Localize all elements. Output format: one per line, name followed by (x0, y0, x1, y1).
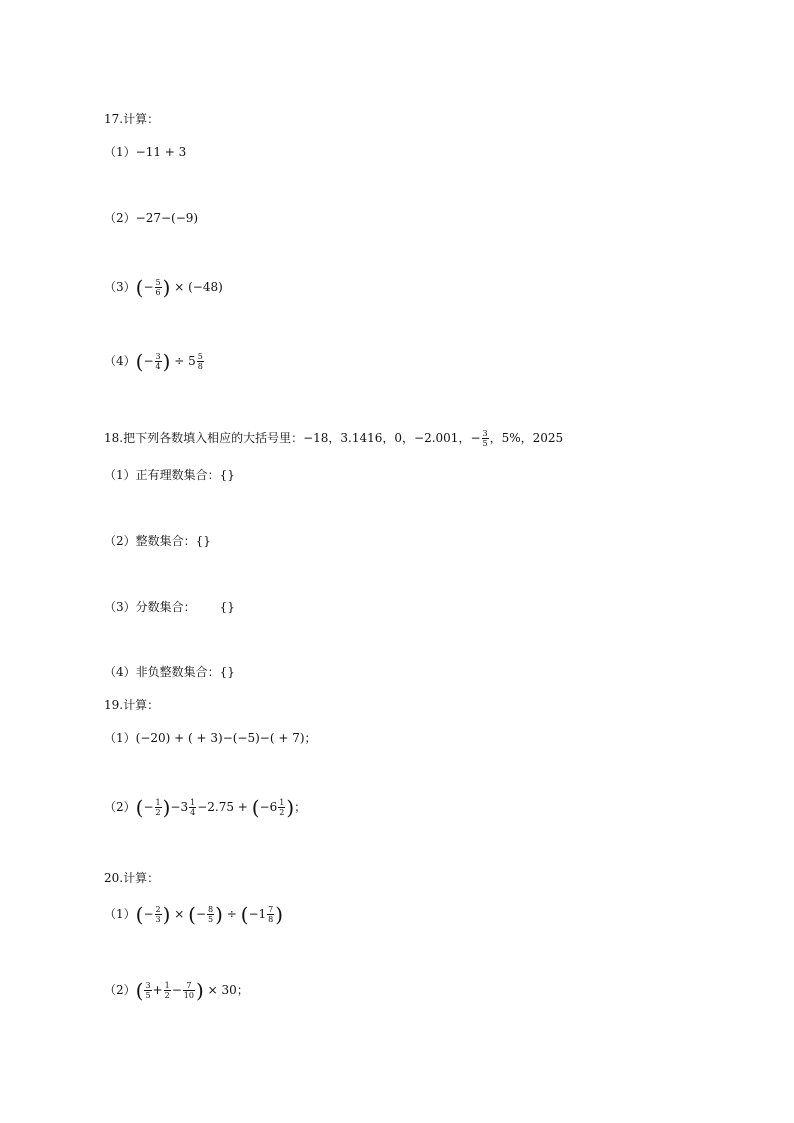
fraction: $\frac{5}{6}$ (155, 278, 161, 297)
q18-part2 (104, 531, 211, 551)
part-label: （4） (104, 354, 136, 368)
q19-part2: （2）(− $\frac{1}{2}$ )−3 $\frac{1}{4}$ −2.75 + (−6 $\frac{1}{2}$ )； (104, 795, 307, 820)
fraction: $\frac{3}{4}$ (155, 352, 161, 371)
expression: −27−(−9) (135, 211, 199, 225)
fraction: $\frac{7}{10}$ (183, 981, 194, 1000)
brace-blank: {} (219, 600, 235, 614)
q17-part4: （4）(− $\frac{3}{4}$ ) ÷ 5 $\frac{5}{8}$ (104, 349, 203, 374)
fraction: $\frac{1}{4}$ (190, 798, 196, 817)
q17-part1 (104, 142, 186, 162)
minus-sign: − (143, 280, 154, 294)
expression: −11 + 3 (135, 145, 187, 159)
fraction: $\frac{5}{8}$ (197, 352, 203, 371)
q17-part2 (104, 208, 198, 228)
brace-blank: {} (195, 534, 211, 548)
part-label: （1） (104, 907, 136, 921)
fraction: $\frac{1}{2}$ (164, 981, 170, 1000)
part-label: （1） (104, 145, 136, 159)
part-label: （3） (104, 280, 136, 294)
part-label: （2） (104, 800, 136, 814)
fraction: $\frac{3}{5}$ (145, 981, 151, 1000)
expression: (−20) + ( + 3)−(−5)−( + 7)； (135, 731, 317, 745)
brace-blank: {} (219, 468, 235, 482)
q18-part4 (104, 662, 235, 682)
q18-part3 (104, 597, 235, 617)
minus-sign: − (143, 354, 154, 368)
part-label: （2）整数集合： (104, 534, 196, 548)
brace-blank: {} (219, 665, 235, 679)
q20-title: 20.计算： (104, 871, 160, 885)
q19-part1 (104, 728, 317, 748)
q17-title: 17.计算： (104, 112, 160, 126)
part-label: （2） (104, 211, 136, 225)
part-label: （2） (104, 983, 136, 997)
fraction: $\frac{1}{2}$ (279, 798, 285, 817)
q20-part2: （2）( $\frac{3}{5}$ + $\frac{1}{2}$ − $\frac{7}{10}$ ) × 30； (104, 978, 249, 1003)
fraction: $\frac{8}{5}$ (208, 905, 214, 924)
q20-part1: （1）(− $\frac{2}{3}$ ) × (− $\frac{8}{5}$ ) ÷ (−1 $\frac{7}{8}$ ) (104, 902, 284, 927)
fraction: $\frac{1}{2}$ (155, 798, 161, 817)
part-label: （3）分数集合： (104, 600, 196, 614)
fraction: $\frac{7}{8}$ (268, 905, 274, 924)
fraction: $\frac{2}{3}$ (155, 905, 161, 924)
q18-title-prefix: 18.把下列各数填入相应的大括号里：−18，3.1416，0，−2.001，− (104, 431, 481, 445)
fraction: $\frac{3}{5}$ (482, 429, 488, 448)
q17-part3: （3）(− $\frac{5}{6}$ ) × (−48) (104, 275, 223, 300)
q19-title: 19.计算： (104, 698, 160, 712)
part-label: （1） (104, 731, 136, 745)
operator: ÷ 5 (174, 354, 196, 368)
q18-title (104, 428, 563, 448)
part-label: （1）正有理数集合： (104, 468, 220, 482)
expression: × (−48) (174, 280, 223, 294)
q18-part1 (104, 465, 235, 485)
part-label: （4）非负整数集合： (104, 665, 220, 679)
q18-title-suffix: ，5%，2025 (489, 431, 564, 445)
